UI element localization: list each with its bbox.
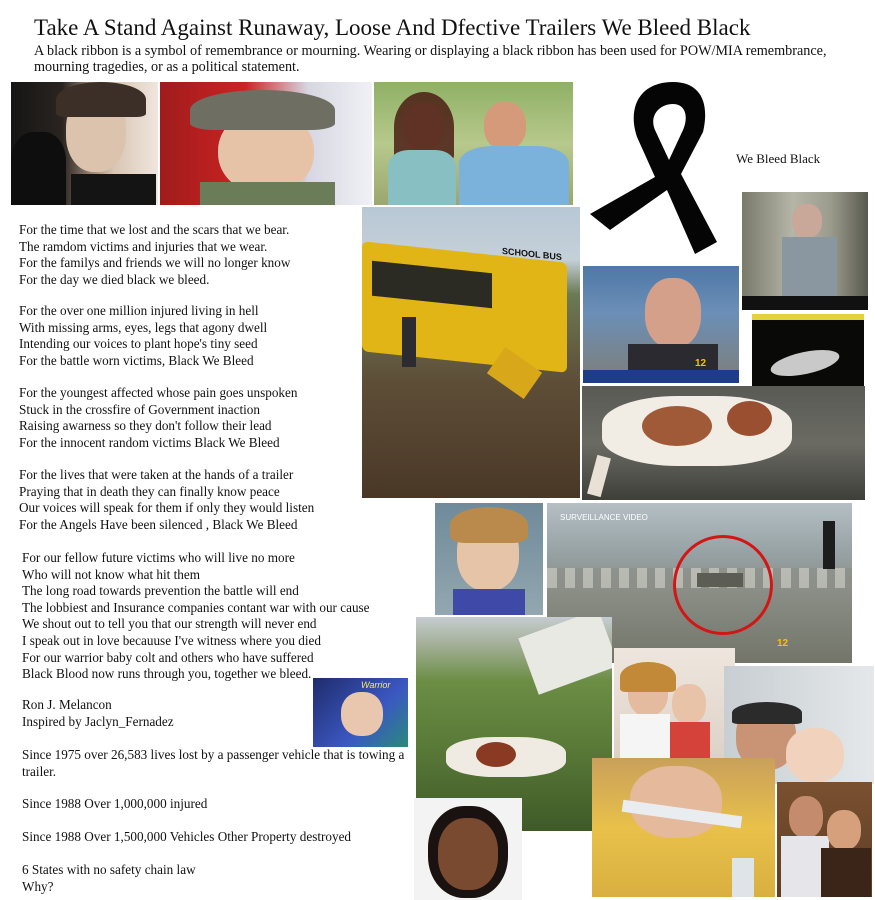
poem-stanza-5: For our fellow future victims who will live no more Who will not know what hit them The long road towards prevention the battle will end The lobbiest and Insurance companies contant war with our cause We shout out to tell you that our strength will never end I speak out in love becauuse I've witness where you died For our warrior baby colt and others who have suffered Black Blood now runs through you, together we bleed. (22, 550, 370, 682)
photo-baby-in-cap (160, 82, 372, 205)
photo-smiling-woman (414, 798, 522, 900)
poem-stanza-3: For the youngest affected whose pain goes unspoken Stuck in the crossfire of Government inaction Raising awarness so they don't follow their lead For the innocent random victims Black We Bleed (19, 385, 298, 450)
photo-school-bus-crash (362, 207, 580, 498)
warrior-caption: Warrior (361, 680, 391, 690)
photo-dead-horse (582, 386, 865, 500)
tv-channel-logo: 12 (695, 358, 707, 369)
ribbon-label: We Bleed Black (736, 151, 821, 166)
photo-couple (374, 82, 573, 205)
surveillance-label: SURVEILLANCE VIDEO (560, 513, 648, 522)
page-title: Take A Stand Against Runaway, Loose And Dfective Trailers We Bleed Black (34, 15, 751, 40)
photo-woman-with-cat (11, 82, 158, 205)
photo-mother-and-child (614, 648, 735, 758)
photo-hospital-bed-man (742, 192, 868, 310)
page-subtitle: A black ribbon is a symbol of remembrance or mourning. Wearing or displaying a black ribbon has been used for POW/MIA remembrance, mourning tragedies, or as a political statement. (34, 43, 827, 75)
stat-safety-chain: 6 States with no safety chain law Why? (22, 862, 196, 894)
school-bus-sign: SCHOOL BUS (502, 245, 562, 263)
stat-lives-lost: Since 1975 over 26,583 lives lost by a passenger vehicle that is towing a trailer. (22, 747, 405, 779)
photo-young-girl (435, 503, 543, 615)
stat-injured: Since 1988 Over 1,000,000 injured (22, 796, 208, 811)
photo-baby-in-hospital (592, 758, 775, 897)
photo-warrior-baby (313, 678, 408, 747)
black-ribbon-icon (585, 82, 735, 262)
poem-stanza-2: For the over one million injured living in hell With missing arms, eyes, legs that agony dwell Intending our voices to plant hope's tiny seed For the battle worn victims, Black We Bleed (19, 303, 268, 368)
poem-author: Ron J. Melancon (22, 697, 112, 712)
poem-stanza-1: For the time that we lost and the scars that we bear. The ramdom victims and injuries that we wear. For the familys and friends we will no longer know For the day we died black we bleed. (19, 222, 291, 287)
stat-property: Since 1988 Over 1,500,000 Vehicles Other Property destroyed (22, 829, 352, 844)
poem-stanza-4: For the lives that were taken at the hands of a trailer Praying that in death they can finally know peace Our voices will speak for them if only they would listen For the Angels Have been silenced , Black We Bleed (19, 467, 315, 532)
photo-news-man (583, 266, 739, 383)
photo-couple-portrait (777, 782, 872, 897)
poem-inspired: Inspired by Jaclyn_Fernadez (22, 714, 174, 729)
tv-channel-logo-2: 12 (777, 638, 789, 649)
